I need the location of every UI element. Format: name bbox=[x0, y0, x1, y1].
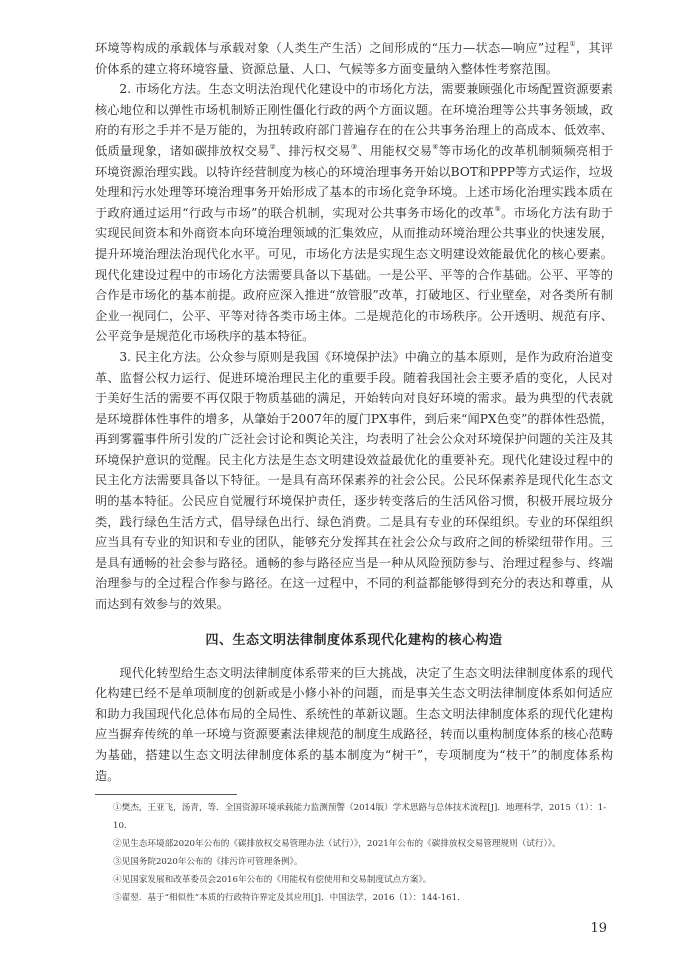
text: 、排污权交易 bbox=[276, 143, 351, 158]
paragraph-democratic-method: 3. 民主化方法。公众参与原则是我国《环境保护法》中确立的基本原则，是作为政府治道变革、监督公权力运行、促进环境治理民主化的重要手段。随着我国社会主要矛盾的变化，人民对于美好生活的需要不再仅限于物质基础的满足，开始转向对良好环境的需求。最为典型的代表就是环境群体性事件的增多，从肇始于2007年的厦门PX事件，到后来“闻PX色变”的群体性恐慌，再到雾霾事件所引发的广泛社会讨论和舆论关注，均表明了社会公众对环境保护问题的关注及其环境保护意识的觉醒。民主化方法是生态文明建设效益最优化的重要补充。现代化建设过程中的民主化方法需要具备以下特征。一是具有高环保素养的社会公民。公民环保素养是现代化生态文明的基本特征。公民应自觉履行环境保护责任，逐步转变落后的生活风俗习惯，积极开展垃圾分类，践行绿色生活方式，倡导绿色出行、绿色消费。二是具有专业的环保组织。专业的环保组织应当具有专业的知识和专业的团队，能够充分发挥其在社会公众与政府之间的桥梁纽带作用。三是具有通畅的社会参与路径。通畅的参与路径应当是一种从风险预防参与、治理过程参与、终端治理参与的全过程合作参与路径。在这一过程中，不同的利益都能够得到充分的表达和尊重，从而达到有效参与的效果。 bbox=[95, 349, 613, 612]
footnote-3: ③见国务院2020年公布的《排污许可管理条例》。 bbox=[113, 857, 303, 868]
footnote-1: ①樊杰，王亚飞，汤青，等．全国资源环境承载能力监测预警（2014版）学术思路与总体技术流程[J]．地理科学，2015（1）：1-10. bbox=[113, 803, 607, 832]
footnote-ref-4[interactable]: ④ bbox=[432, 142, 439, 151]
section-heading: 四、生态文明法律制度体系现代化建构的核心构造 bbox=[205, 632, 503, 648]
footnote-ref-5[interactable]: ⑤ bbox=[494, 204, 502, 213]
footnotes bbox=[95, 799, 613, 907]
footnote-5: ⑤翟翌．基于“相似性”本质的行政特许界定及其应用[J]．中国法学，2016（1）：144-161. bbox=[113, 893, 460, 904]
footnote-2: ②见生态环境部2020年公布的《碳排放权交易管理办法（试行）》，2021年公布的《碳排放权交易管理规则（试行）》。 bbox=[113, 839, 561, 850]
text: 2. 市场化方法。生态文明法治现代化建设中的市场化方法，需要兼顾强化市场配置资源要素核心地位和以弹性市场机制矫正刚性僵化行政的两个方面议题。在环境治理等公共事务领域，政府的有形之手并不是万能的，为扭转政府部门普遍存在的在公共事务治理上的高成本、低效率、低质量现象，诸如碳排放权交易 bbox=[95, 82, 613, 158]
footnote-4: ④见国家发展和改革委员会2016年公布的《用能权有偿使用和交易制度试点方案》。 bbox=[113, 875, 432, 886]
footnote-ref-3[interactable]: ③ bbox=[350, 142, 358, 151]
footnote-divider bbox=[95, 794, 237, 795]
text: 、用能权交易 bbox=[357, 143, 433, 158]
footnote-ref-1[interactable]: ① bbox=[569, 40, 576, 48]
text: 。市场化方法有助于实现民间资本和外商资本向环境治理领域的汇集效应，从而推动环境治理公共事业的快速发展，提升环境治理法治现代化水平。可见，市场化方法是实现生态文明建设效能最优化的核心要素。现代化建设过程中的市场化方法需要具备以下基础。一是公平、平等的合作基础。公平、平等的合作是市场化的基本前提。政府应深入推进“放管服”改革，打破地区、行业壁垒，对各类所有制企业一视同仁，公平、平等对待各类市场主体。二是规范化的市场秩序。公开透明、规范有序、公平竞争是规范化市场秩序的基本特征。 bbox=[95, 205, 614, 344]
paragraph-1 bbox=[95, 38, 613, 79]
text: 环境等构成的承载体与承载对象（人类生产生活）之间形成的“压力—状态—响应”过程 bbox=[95, 41, 570, 55]
footnote-ref-2[interactable]: ② bbox=[269, 142, 277, 151]
body-text-upper bbox=[95, 38, 613, 615]
text: ，其评价体系的建立将环境容量、资源总量、人口、气候等多方面变量纳入整体性考察范围。 bbox=[95, 41, 613, 76]
paragraph-market-method bbox=[95, 79, 613, 347]
body-text-lower bbox=[95, 663, 613, 787]
paragraph-core-structure: 现代化转型给生态文明法律制度体系带来的巨大挑战，决定了生态文明法律制度体系的现代化构建已经不是单项制度的创新或是小修小补的问题，而是事关生态文明法律制度体系如何适应和助力我国现代化总体布局的全局性、系统性的革新议题。生态文明法律制度体系的现代化建构应当摒弃传统的单一环境与资源要素法律规范的制度生成路径，转而以重构制度体系的核心范畴为基础，搭建以生态文明法律制度体系的基本制度为“树干”，专项制度为“枝干”的制度体系构造。 bbox=[95, 665, 614, 783]
text: 等市场化的改革机制频频亮相于环境资源治理实践。以特许经营制度为核心的环境治理事务开始以BOT和PPP等方式运作，垃圾处理和污水处理等环境治理事务开始形成了基本的市场化竞争环境。上述市场化治理实践本质在于政府通过运用“行政与市场”的联合机制，实现对公共事务市场化的改革 bbox=[95, 143, 614, 220]
page-number: 19 bbox=[590, 921, 607, 937]
